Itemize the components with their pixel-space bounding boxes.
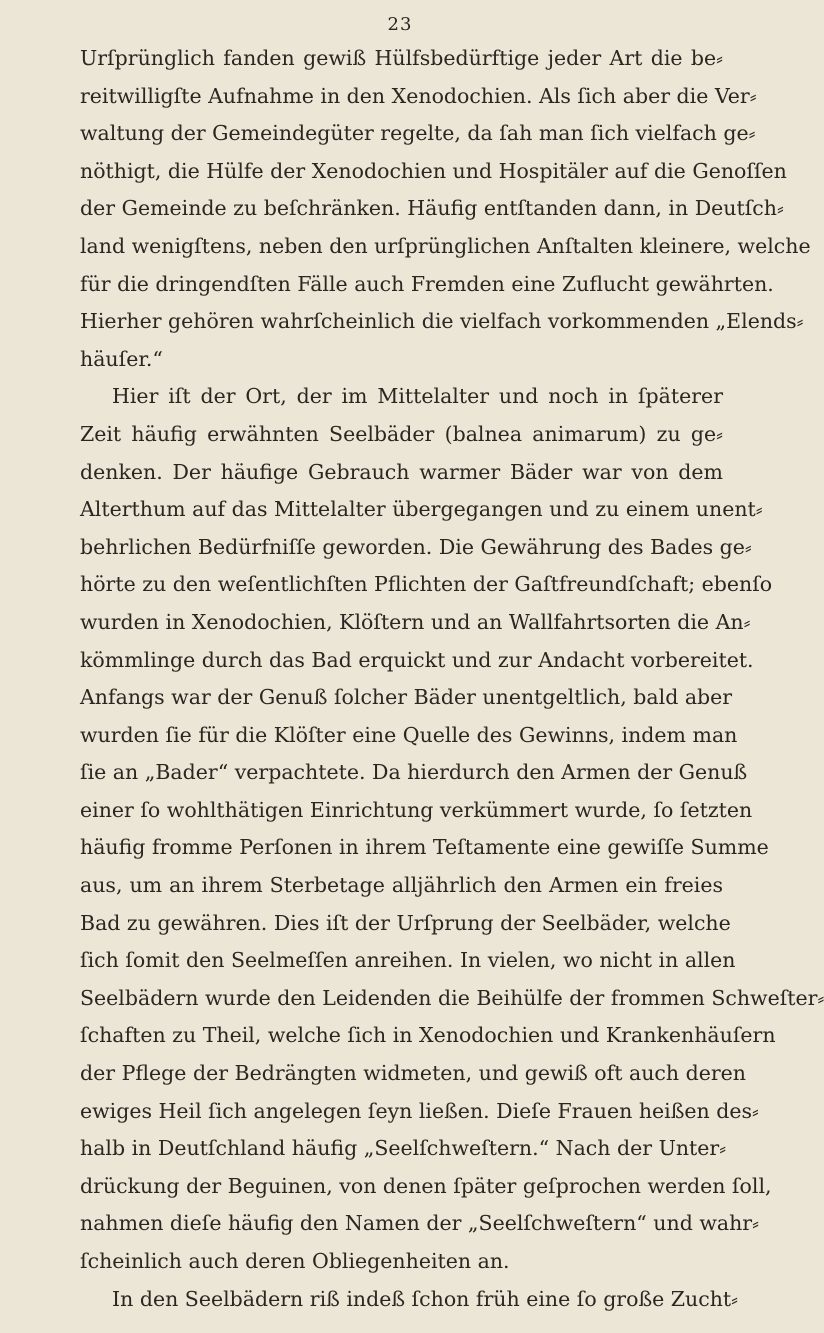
text-line: In den Seelbädern riß indeß ſchon früh eine ſo große Zucht⸗ [112, 1286, 738, 1311]
text-line: Hierher gehören wahrſcheinlich die vielfach vorkommenden „Elends⸗ [80, 309, 804, 334]
text-line: behrlichen Bedürfniſſe geworden. Die Gewährung des Bades ge⸗ [80, 534, 752, 559]
text-line: der Gemeinde zu beſchränken. Häufig entſtanden dann, in Deutſch⸗ [80, 196, 784, 221]
body-text [80, 40, 824, 1318]
text-line: einer ſo wohlthätigen Einrichtung verkümmert wurde, ſo ſetzten [80, 797, 753, 822]
text-line: nöthigt, die Hülfe der Xenodochien und Hospitäler auf die Genoſſen [80, 158, 787, 183]
text-line: Urſprünglich fanden gewiß Hülfsbedürftige jeder Art die be⸗ [80, 46, 723, 70]
text-line: nahmen dieſe häufig den Namen der „Seelſchweſtern“ und wahr⸗ [80, 1211, 759, 1236]
paragraph [80, 1281, 738, 1319]
text-line: ſie an „Bader“ verpachtete. Da hierdurch den Armen der Genuß [80, 760, 748, 785]
text-line: denken. Der häufige Gebrauch warmer Bäder war von dem [80, 459, 723, 484]
text-line: waltung der Gemeindegüter regelte, da ſah man ſich vielfach ge⸗ [80, 121, 756, 146]
text-line: drückung der Beguinen, von denen ſpäter geſprochen werden ſoll, [80, 1173, 772, 1198]
text-line: Alterthum auf das Mittelalter übergegangen und zu einem unent⸗ [80, 497, 763, 522]
text-line: halb in Deutſchland häufig „Seelſchweſtern.“ Nach der Unter⸗ [80, 1136, 727, 1161]
text-line: aus, um an ihrem Sterbetage alljährlich den Armen ein freies [80, 873, 723, 898]
text-line: Anfangs war der Genuß ſolcher Bäder unentgeltlich, bald aber [80, 685, 733, 710]
text-line: häufig fromme Perſonen in ihrem Teſtamente eine gewiſſe Summe [80, 835, 769, 860]
text-line: für die dringendſten Fälle auch Fremden eine Zuflucht gewährten. [80, 271, 774, 296]
text-line: kömmlinge durch das Bad erquickt und zur Andacht vorbereitet. [80, 647, 754, 672]
text-line: Bad zu gewähren. Dies iſt der Urſprung der Seelbäder, welche [80, 910, 731, 935]
paragraph [80, 40, 811, 378]
page-number: 23 [387, 14, 413, 35]
text-line: Seelbädern wurde den Leidenden die Beihülfe der frommen Schweſter⸗ [80, 985, 824, 1010]
text-line: wurden ſie für die Klöſter eine Quelle des Gewinns, indem man [80, 722, 738, 747]
text-line: Hier iſt der Ort, der im Mittelalter und noch in ſpäterer [112, 384, 723, 409]
paragraph [80, 378, 824, 1280]
text-line: häuſer.“ [80, 346, 163, 371]
text-line: der Pflege der Bedrängten widmeten, und gewiß oft auch deren [80, 1061, 746, 1086]
text-line: wurden in Xenodochien, Klöſtern und an Wallfahrtsorten die An⸗ [80, 609, 751, 634]
text-line: ewiges Heil ſich angelegen ſeyn ließen. Dieſe Frauen heißen des⸗ [80, 1098, 759, 1123]
text-line: Zeit häufig erwähnten Seelbäder (balnea animarum) zu ge⸗ [80, 421, 723, 446]
text-line: ſich ſomit den Seelmeſſen anreihen. In vielen, wo nicht in allen [80, 948, 736, 973]
text-line: hörte zu den weſentlichſten Pflichten der Gaſtfreundſchaft; ebenſo [80, 572, 773, 597]
text-line: reitwilligſte Aufnahme in den Xenodochien. Als ſich aber die Ver⸗ [80, 83, 757, 108]
text-line: ſcheinlich auch deren Obliegenheiten an. [80, 1249, 510, 1273]
text-line: ſchaften zu Theil, welche ſich in Xenodochien und Krankenhäuſern [80, 1023, 776, 1048]
text-line: land wenigſtens, neben den urſprünglichen Anſtalten kleinere, welche [80, 233, 811, 258]
